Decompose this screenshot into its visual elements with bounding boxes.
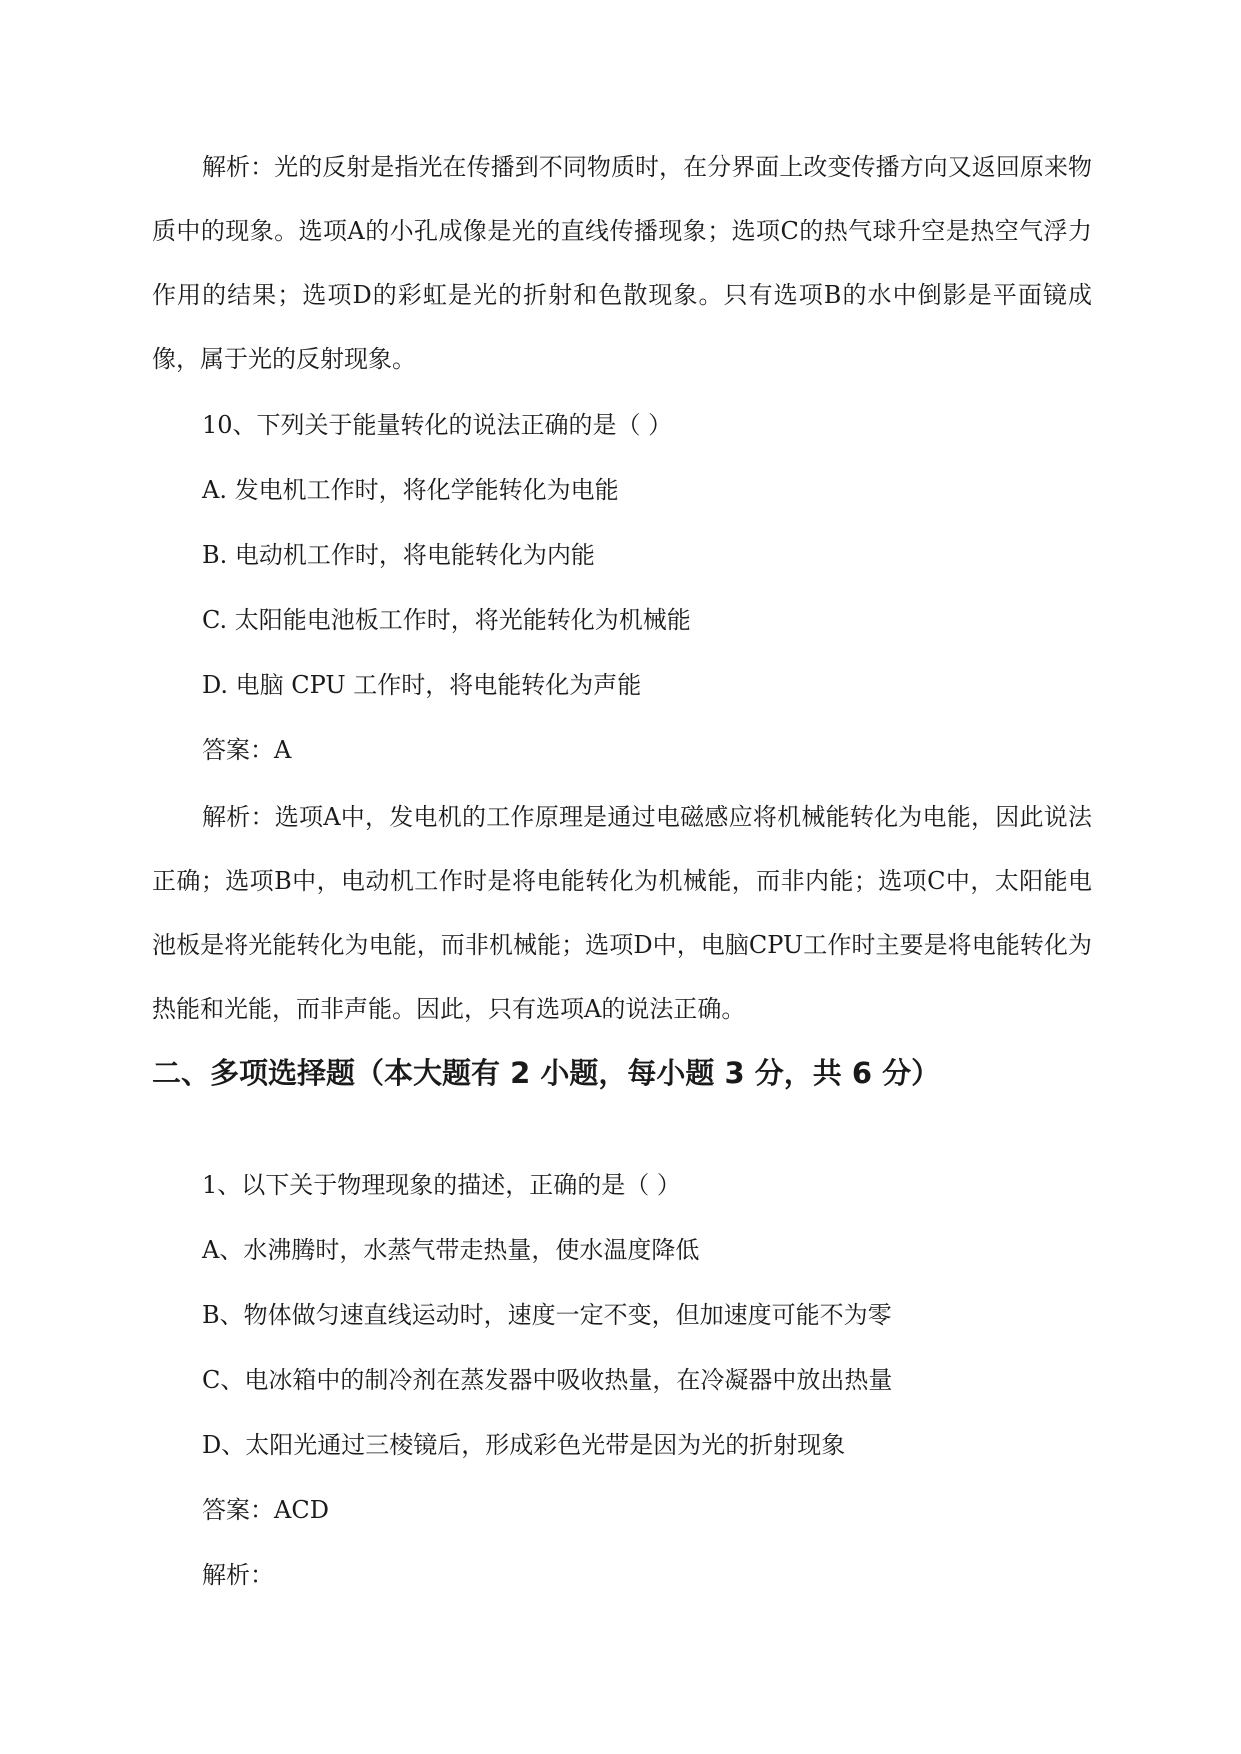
q10-option-d: D. 电脑 CPU 工作时，将电能转化为声能 [202, 671, 642, 699]
q10-explanation: 解析：选项A中，发电机的工作原理是通过电磁感应将机械能转化为电能，因此说法正确；选项B中，电动机工作时是将电能转化为机械能，而非内能；选项C中，太阳能电池板是将光能转化为电能，而非机械能；选项D中，电脑CPU工作时主要是将电能转化为热能和光能，而非声能。因此，只有选项A的说法正确。 [152, 803, 1092, 1023]
q10-option-c: C. 太阳能电池板工作时，将光能转化为机械能 [202, 606, 691, 634]
mq1-answer: 答案：ACD [202, 1496, 329, 1524]
q10-option-b: B. 电动机工作时，将电能转化为内能 [202, 541, 595, 569]
section-heading: 二、多项选择题（本大题有 2 小题，每小题 3 分，共 6 分） [152, 1056, 941, 1090]
q10-stem: 10、下列关于能量转化的说法正确的是（ ） [202, 411, 673, 439]
q10-option-a: A. 发电机工作时，将化学能转化为电能 [202, 476, 619, 504]
q10-answer: 答案：A [202, 736, 292, 764]
mq1-stem: 1、以下关于物理现象的描述，正确的是（ ） [202, 1171, 681, 1199]
mq1-option-b: B、物体做匀速直线运动时，速度一定不变，但加速度可能不为零 [202, 1301, 892, 1329]
mq1-option-a: A、水沸腾时，水蒸气带走热量，使水温度降低 [202, 1236, 700, 1264]
q9-explanation: 解析：光的反射是指光在传播到不同物质时，在分界面上改变传播方向又返回原来物质中的现象。选项A的小孔成像是光的直线传播现象；选项C的热气球升空是热空气浮力作用的结果；选项D的彩虹是光的折射和色散现象。只有选项B的水中倒影是平面镜成像，属于光的反射现象。 [152, 153, 1092, 373]
mq1-option-d: D、太阳光通过三棱镜后，形成彩色光带是因为光的折射现象 [202, 1431, 846, 1459]
mq1-explanation: 解析： [202, 1561, 274, 1589]
mq1-option-c: C、电冰箱中的制冷剂在蒸发器中吸收热量，在冷凝器中放出热量 [202, 1366, 893, 1394]
